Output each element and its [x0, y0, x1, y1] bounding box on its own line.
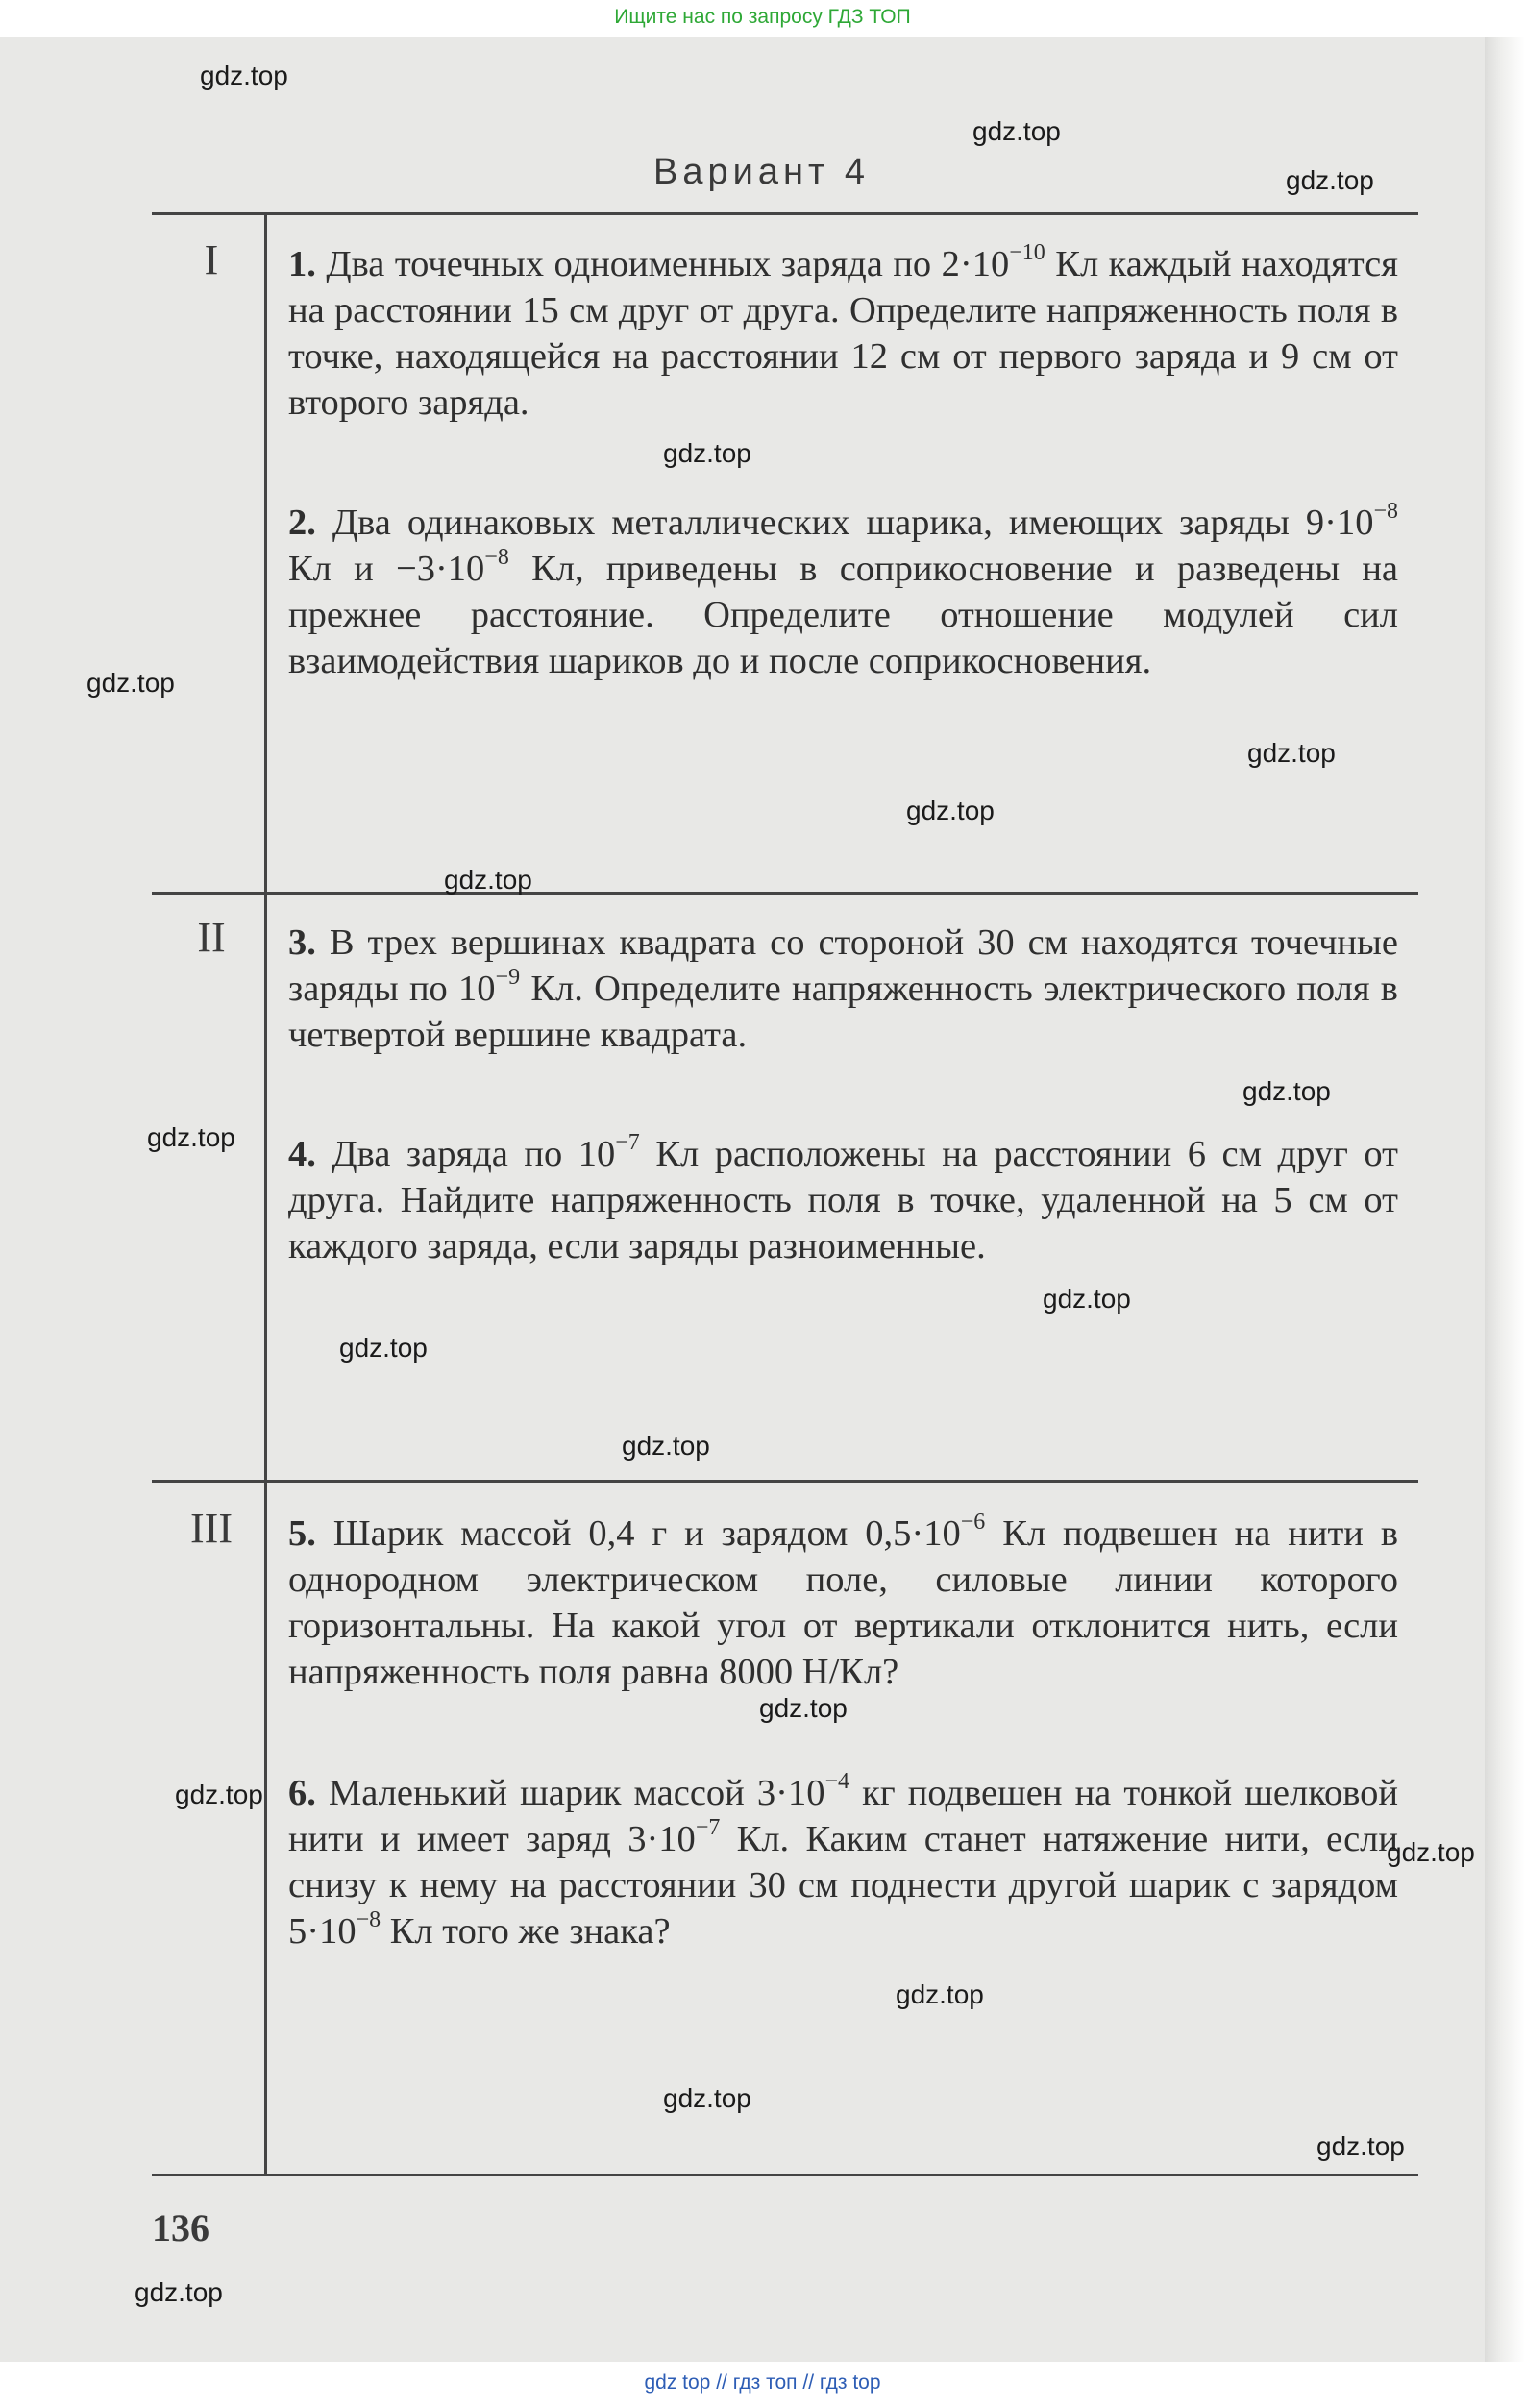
exponent: −9	[495, 965, 521, 990]
exponent: −8	[484, 545, 509, 570]
task-text: Кл. Каким станет натяжение нити, если снизу к нему на расстоянии 30 см поднести другой шарик с зарядом 5·10	[288, 1819, 1398, 1952]
watermark: gdz.top	[896, 1979, 984, 2009]
column-divider	[264, 212, 267, 2176]
task-3	[288, 920, 1398, 1058]
task-text: Кл того же знака?	[381, 1911, 671, 1952]
task-number: 5.	[288, 1513, 316, 1554]
task-text: Кл расположены на расстоянии 6 см друг от друга. Найдите напряженность поля в точке, удаленной на 5 см от каждого заряда, если заряды разноименные.	[288, 1134, 1398, 1266]
watermark: gdz.top	[175, 1780, 263, 1809]
watermark: gdz.top	[135, 2277, 223, 2307]
table-top-rule	[152, 212, 1418, 215]
task-text: Кл. Определите напряженность электрического поля в четвертой вершине квадрата.	[288, 969, 1398, 1055]
page-number: 136	[152, 2206, 209, 2249]
watermark: gdz.top	[86, 668, 175, 698]
watermark: gdz.top	[622, 1431, 710, 1461]
task-5	[288, 1511, 1398, 1695]
task-text: В трех вершинах квадрата со стороной 30 см находятся точечные заряды по 10	[288, 922, 1398, 1009]
watermark: gdz.top	[1043, 1284, 1131, 1314]
exponent: −6	[960, 1510, 986, 1535]
task-4	[288, 1131, 1398, 1269]
watermark: gdz.top	[339, 1333, 428, 1363]
exponent: −8	[1373, 499, 1398, 524]
table-bottom-rule	[152, 2174, 1418, 2176]
task-number: 1.	[288, 244, 316, 284]
task-text: кг подвешен на тонкой шелковой нити и имеет заряд 3·10	[288, 1773, 1398, 1859]
page-edge-shadow	[1485, 37, 1525, 2362]
exponent: −10	[1009, 240, 1045, 265]
exponent: −4	[824, 1769, 850, 1794]
watermark: gdz.top	[1387, 1837, 1475, 1867]
task-number: 6.	[288, 1773, 316, 1813]
task-number: 2.	[288, 503, 316, 543]
task-text: Шарик массой 0,4 г и зарядом 0,5·10	[315, 1513, 961, 1554]
level-label-1: I	[204, 236, 219, 283]
watermark: gdz.top	[972, 116, 1061, 146]
task-2	[288, 500, 1398, 684]
watermark: gdz.top	[1247, 738, 1336, 768]
task-text: Два заряда по 10	[315, 1134, 616, 1174]
level-label-3: III	[190, 1505, 233, 1552]
exponent: −8	[356, 1907, 381, 1932]
watermark: gdz.top	[147, 1122, 235, 1152]
task-text: Кл каждый находятся на расстоянии 15 см друг от друга. Определите напряженность поля в точке, находящейся на расстоянии 12 см от первого заряда и 9 см от второго заряда.	[288, 244, 1398, 423]
task-text: Кл, приведены в соприкосновение и разведены на прежнее расстояние. Определите отношение модулей сил взаимодействия шариков до и после соприкосновения.	[288, 549, 1399, 681]
task-number: 3.	[288, 922, 316, 963]
row-divider-2	[152, 1480, 1418, 1483]
watermark: gdz.top	[663, 2083, 751, 2113]
watermark: gdz.top	[759, 1693, 848, 1723]
exponent: −7	[615, 1130, 640, 1155]
exponent: −7	[695, 1815, 721, 1840]
level-label-2: II	[197, 914, 226, 961]
task-1	[288, 241, 1398, 426]
watermark: gdz.top	[444, 865, 532, 895]
watermark: gdz.top	[663, 438, 751, 468]
task-text: Маленький шарик массой 3·10	[315, 1773, 825, 1813]
row-divider-1	[152, 892, 1418, 895]
task-number: 4.	[288, 1134, 316, 1174]
task-text: Кл подвешен на нити в однородном электрическом поле, силовые линии которого горизонтальны. На какой угол от вертикали отклонится нить, если напряженность поля равна 8000 Н/Кл?	[288, 1513, 1398, 1692]
bottom-banner[interactable]: gdz top // гдз топ // гдз top	[0, 2362, 1525, 2408]
top-banner[interactable]: Ищите нас по запросу ГДЗ ТОП	[0, 0, 1525, 37]
watermark: gdz.top	[1242, 1076, 1331, 1106]
watermark: gdz.top	[1316, 2131, 1405, 2161]
watermark: gdz.top	[200, 61, 288, 90]
task-text: Кл и −3·10	[288, 549, 485, 589]
task-text: Два точечных одноименных заряда по 2·10	[315, 244, 1010, 284]
watermark: gdz.top	[1286, 165, 1374, 195]
task-text: Два одинаковых металлических шарика, имеющих заряды 9·10	[315, 503, 1374, 543]
task-6	[288, 1770, 1398, 1954]
watermark: gdz.top	[906, 796, 995, 825]
variant-title: Вариант 4	[653, 152, 871, 192]
